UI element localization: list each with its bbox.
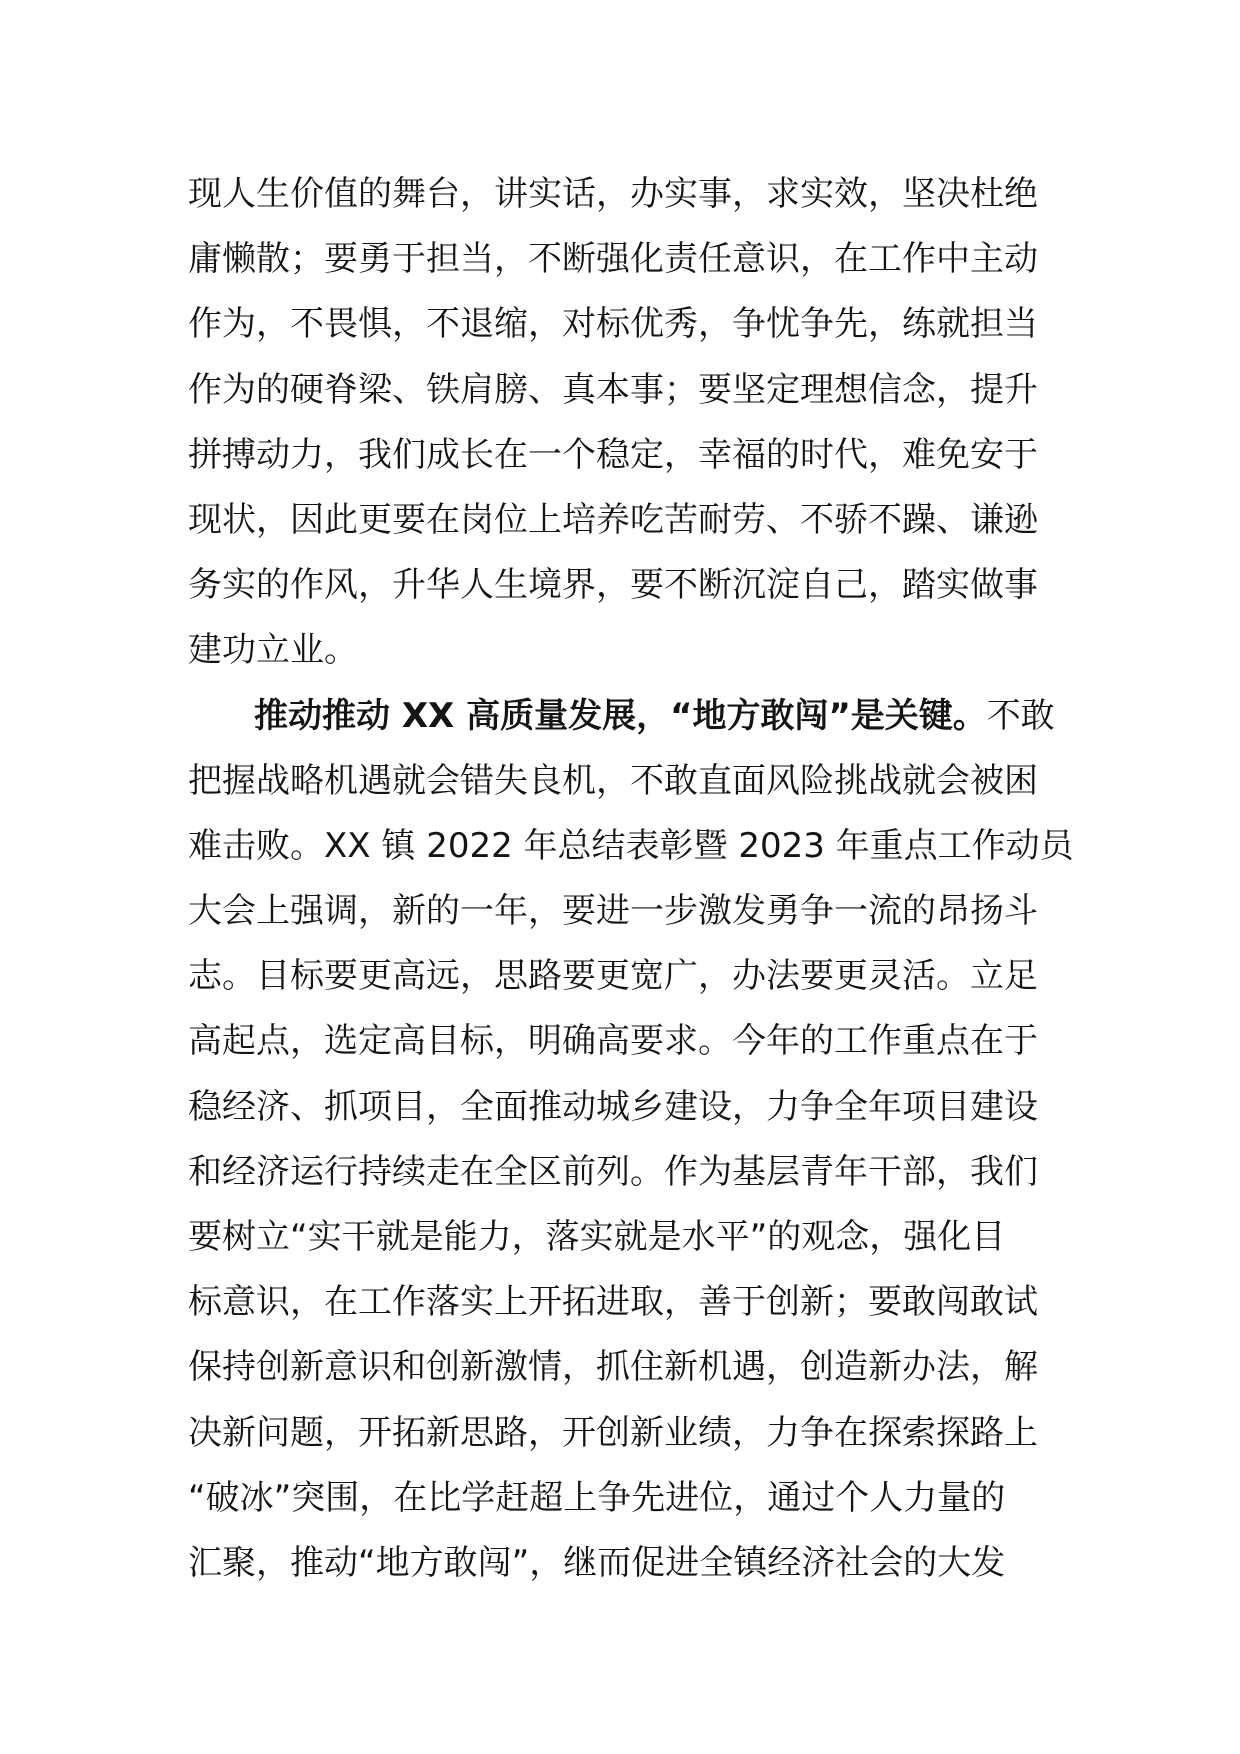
- text-line: “破冰”突围，在比学赶超上争先进位，通过个人力量的: [188, 1477, 1006, 1518]
- text-line: 和经济运行持续走在全区前列。作为基层青年干部，我们: [188, 1151, 1038, 1192]
- text-line: 把握战略机遇就会错失良机，不敢直面风险挑战就会被困: [188, 760, 1038, 801]
- paragraph-heading: 推动推动 XX 高质量发展，“地方敢闯”是关键。: [254, 695, 987, 736]
- text-line: 现人生价值的舞台，讲实话，办实事，求实效，坚决杜绝: [188, 174, 1038, 214]
- text-line: 决新问题，开拓新思路，开创新业绩，力争在探索探路上: [188, 1412, 1038, 1453]
- text-line: 建功立业。: [188, 630, 358, 671]
- text-line: 庸懒散；要勇于担当，不断强化责任意识，在工作中主动: [188, 239, 1038, 280]
- text-line: 要树立“实干就是能力，落实就是水平”的观念，强化目: [188, 1217, 1006, 1257]
- paragraph-first-line: [188, 684, 1058, 749]
- text-line: 现状，因此更要在岗位上培养吃苦耐劳、不骄不躁、谦逊: [188, 499, 1038, 540]
- text-line: 标意识，在工作落实上开拓进取，善于创新；要敢闯敢试: [188, 1282, 1038, 1323]
- text-line: 高起点，选定高目标，明确高要求。今年的工作重点在于: [188, 1021, 1038, 1062]
- text-line: 志。目标要更高远，思路要更宽广，办法要更灵活。立足: [188, 956, 1038, 997]
- text-line: 难击败。XX 镇 2022 年总结表彰暨 2023 年重点工作动员: [188, 825, 1074, 866]
- text-line: 务实的作风，升华人生境界，要不断沉淀自己，踏实做事: [188, 565, 1038, 606]
- text-line: 拼搏动力，我们成长在一个稳定，幸福的时代，难免安于: [188, 434, 1038, 475]
- paragraph-text: 不敢: [986, 695, 1055, 736]
- text-line: 保持创新意识和创新激情，抓住新机遇，创造新办法，解: [188, 1347, 1038, 1388]
- text-line: 稳经济、抓项目，全面推动城乡建设，力争全年项目建设: [188, 1086, 1038, 1127]
- text-line: 作为，不畏惧，不退缩，对标优秀，争忧争先，练就担当: [188, 304, 1038, 345]
- text-line: 大会上强调，新的一年，要进一步激发勇争一流的昂扬斗: [188, 891, 1038, 932]
- text-line: 作为的硬脊梁、铁肩膀、真本事；要坚定理想信念，提升: [188, 369, 1038, 410]
- document-body: [188, 162, 1074, 1596]
- text-line: 汇聚，推动“地方敢闯”，继而促进全镇经济社会的大发: [188, 1542, 1006, 1583]
